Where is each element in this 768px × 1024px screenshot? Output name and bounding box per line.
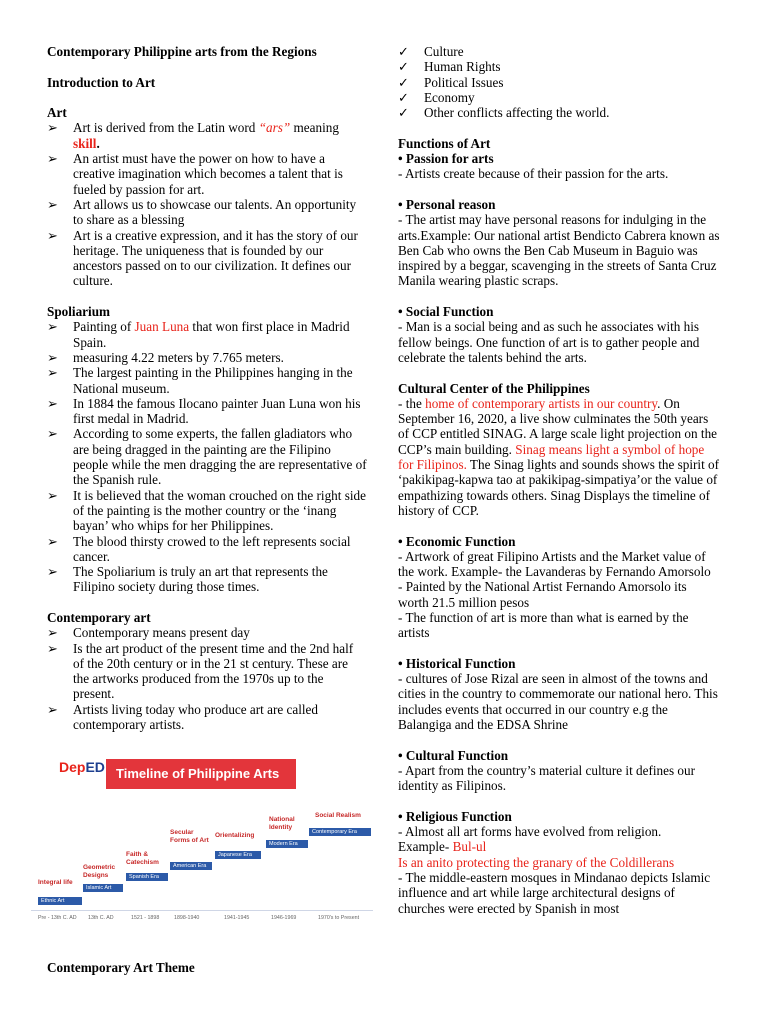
era-bar: Spanish Era xyxy=(126,873,168,881)
era-bar: Ethnic Art xyxy=(38,897,82,905)
timeline-figure xyxy=(31,748,373,948)
economic-heading: • Economic Function xyxy=(398,533,516,549)
timeline-banner: Timeline of Philippine Arts xyxy=(106,759,296,789)
arrow-bullet-icon: ➢ xyxy=(47,196,59,212)
economic-text: - The function of art is more than what is earned by the artists xyxy=(398,609,689,641)
arrow-bullet-icon: ➢ xyxy=(47,151,59,167)
checkmark-icon: ✓ xyxy=(398,89,410,105)
personal-text: - The artist may have personal reasons for indulging in the arts.Example: Our national artist Bendicto Cabrera known as Ben Cab who owns the Ben Cab Museum in Baguio was inspired by a beggar, scavenging in the streets of Santa Cruz Manila wearing plastic scraps. xyxy=(398,212,720,289)
economic-text: - Painted by the National Artist Fernando Amorsolo its worth 21.5 million pesos xyxy=(398,579,687,610)
timeline-axis xyxy=(31,910,373,911)
list-item: ✓ Culture xyxy=(398,44,464,59)
era-label: National Identity xyxy=(269,816,295,831)
timeline-tick: 1970's to Present xyxy=(318,915,360,921)
ccp-heading: Cultural Center of the Philippines xyxy=(398,380,590,396)
intro-heading: Introduction to Art xyxy=(47,74,156,90)
era-label: Social Realism xyxy=(315,812,361,819)
list-item: ✓ Political Issues xyxy=(398,74,504,90)
historical-heading: • Historical Function xyxy=(398,655,516,671)
religious-red-text: Is an anito protecting the granary of the Coldillerans xyxy=(398,854,675,870)
timeline-tick: 1941-1945 xyxy=(224,915,250,921)
functions-heading: Functions of Art xyxy=(398,135,491,151)
left-column xyxy=(47,44,367,732)
contemporary-heading: Contemporary art xyxy=(47,609,151,625)
religious-heading: • Religious Function xyxy=(398,808,512,824)
list-item: ➢ Contemporary means present day xyxy=(47,625,250,641)
arrow-bullet-icon: ➢ xyxy=(47,426,59,442)
timeline-tick: 13th C. AD xyxy=(88,915,114,921)
list-item: ➢ Art is derived from the Latin word “ars” meaning skill. xyxy=(47,120,339,151)
list-item: ➢ In 1884 the famous Ilocano painter Juan Luna won his first medal in Madrid. xyxy=(47,395,361,427)
era-bar: American Era xyxy=(170,862,212,870)
arrow-bullet-icon: ➢ xyxy=(47,533,59,549)
checkmark-icon: ✓ xyxy=(398,44,410,59)
checkmark-icon: ✓ xyxy=(398,74,410,90)
list-item: ➢ According to some experts, the fallen gladiators who are being dragged in the painting are the Filipino people while the men dragging the are representative of the Spanish rule. xyxy=(47,426,367,488)
list-item: ➢ Art is a creative expression, and it has the story of our heritage. The uniqueness that is founded by our ancestors passed on to our civilization. It defines our culture. xyxy=(47,227,358,289)
arrow-bullet-icon: ➢ xyxy=(47,487,59,503)
right-column xyxy=(398,44,720,916)
arrow-bullet-icon: ➢ xyxy=(47,564,59,580)
arrow-bullet-icon: ➢ xyxy=(47,395,59,411)
arrow-bullet-icon: ➢ xyxy=(47,625,59,641)
list-item: ✓ Economy xyxy=(398,89,475,105)
era-label: Integral life xyxy=(38,879,73,886)
list-item: ➢ An artist must have the power on how to have a creative imagination which becomes a talent that is fueled by passion for art. xyxy=(47,151,343,197)
religious-example: Example- Bul-ul xyxy=(398,839,487,855)
cultural-heading: • Cultural Function xyxy=(398,747,509,763)
social-text: - Man is a social being and as such he associates with his fellow beings. One function of art is to gather people and celebrate the talents behind the arts. xyxy=(398,319,700,365)
religious-text: - The middle-eastern mosques in Mindanao depicts Islamic influence and art while large architectural designs of churches were erected by Spanish in most xyxy=(398,870,711,916)
era-bar: Japanese Era xyxy=(215,851,261,859)
passion-text: - Artists create because of their passion for the arts. xyxy=(398,166,669,182)
list-item: ➢ The blood thirsty crowed to the left represents social cancer. xyxy=(47,533,351,564)
list-item: ➢ Is the art product of the present time and the 2nd half of the 20th century or in the 21 st century. These are the artworks produced from the 1970s up to the present. xyxy=(47,640,354,702)
arrow-bullet-icon: ➢ xyxy=(47,319,59,335)
spoliarium-heading: Spoliarium xyxy=(47,304,111,320)
list-item: ➢ Painting of Juan Luna that won first place in Madrid Spain. xyxy=(47,319,350,350)
historical-text: - cultures of Jose Rizal are seen in almost of the towns and cities in the country to commemorate our national hero. This includes events that occurred in our country e.g the Balangiga and the EDSA Shrine xyxy=(398,671,718,733)
timeline-tick: 1946-1969 xyxy=(271,915,297,921)
checkmark-icon: ✓ xyxy=(398,105,410,121)
list-item: ➢ It is believed that the woman crouched on the right side of the painting is the mother country or the ‘inang bayan’ who whips for her Philippines. xyxy=(47,487,366,534)
ccp-text: - the home of contemporary artists in our country. On September 16, 2020, a live show culminates the 50th years of CCP entitled SINAG. A large scale light projection on the CCP’s main building. Sinag means light a symbol of hope for Filipinos. The Sinag lights and sounds shows the spirit of ‘pakikipag-kapwa tao at pakikipag-simpatiya’or the value of empathizing towards others. Sinag Displays the timeline of history of CCP. xyxy=(398,395,720,518)
list-item: ✓ Human Rights xyxy=(398,59,501,75)
checkmark-icon: ✓ xyxy=(398,59,410,75)
list-item: ➢ Artists living today who produce art are called contemporary artists. xyxy=(47,701,318,733)
list-item: ➢ measuring 4.22 meters by 7.765 meters. xyxy=(47,349,284,365)
era-bar: Islamic Art xyxy=(83,884,123,892)
era-bar: Modern Era xyxy=(266,840,308,848)
social-heading: • Social Function xyxy=(398,304,494,320)
arrow-bullet-icon: ➢ xyxy=(47,701,59,717)
religious-text: - Almost all art forms have evolved from religion. xyxy=(398,824,662,840)
arrow-bullet-icon: ➢ xyxy=(47,227,59,243)
arrow-bullet-icon: ➢ xyxy=(47,120,59,136)
era-label: Faith & Catechism xyxy=(126,851,159,866)
document-title: Contemporary Philippine arts from the Regions xyxy=(47,44,317,59)
list-item: ➢ The Spoliarium is truly an art that represents the Filipino society during those times. xyxy=(47,564,328,595)
art-heading: Art xyxy=(47,105,67,121)
list-item: ➢ Art allows us to showcase our talents. An opportunity to share as a blessing xyxy=(47,196,357,228)
era-label: Secular Forms of Art xyxy=(170,829,209,844)
timeline-tick: 1521 - 1898 xyxy=(131,915,160,921)
personal-heading: • Personal reason xyxy=(398,196,496,212)
arrow-bullet-icon: ➢ xyxy=(47,349,59,365)
timeline-tick: 1898-1940 xyxy=(174,915,200,921)
arrow-bullet-icon: ➢ xyxy=(47,365,59,381)
list-item: ➢ The largest painting in the Philippines hanging in the National museum. xyxy=(47,365,353,396)
deped-logo: DepED xyxy=(59,759,105,775)
era-label: Orientalizing xyxy=(215,832,255,839)
era-bar: Contemporary Era xyxy=(309,828,371,836)
economic-text: - Artwork of great Filipino Artists and the Market value of the work. Example- the Lavanderas by Fernando Amorsolo xyxy=(398,548,711,580)
passion-heading: • Passion for arts xyxy=(398,151,494,167)
cultural-text: - Apart from the country’s material culture it defines our identity as Filipinos. xyxy=(398,762,695,794)
list-item: ✓ Other conflicts affecting the world. xyxy=(398,105,610,121)
era-label: Geometric Designs xyxy=(83,864,116,879)
contemporary-art-theme-heading: Contemporary Art Theme xyxy=(47,960,195,975)
arrow-bullet-icon: ➢ xyxy=(47,640,59,656)
timeline-tick: Pre - 13th C. AD xyxy=(38,915,77,921)
